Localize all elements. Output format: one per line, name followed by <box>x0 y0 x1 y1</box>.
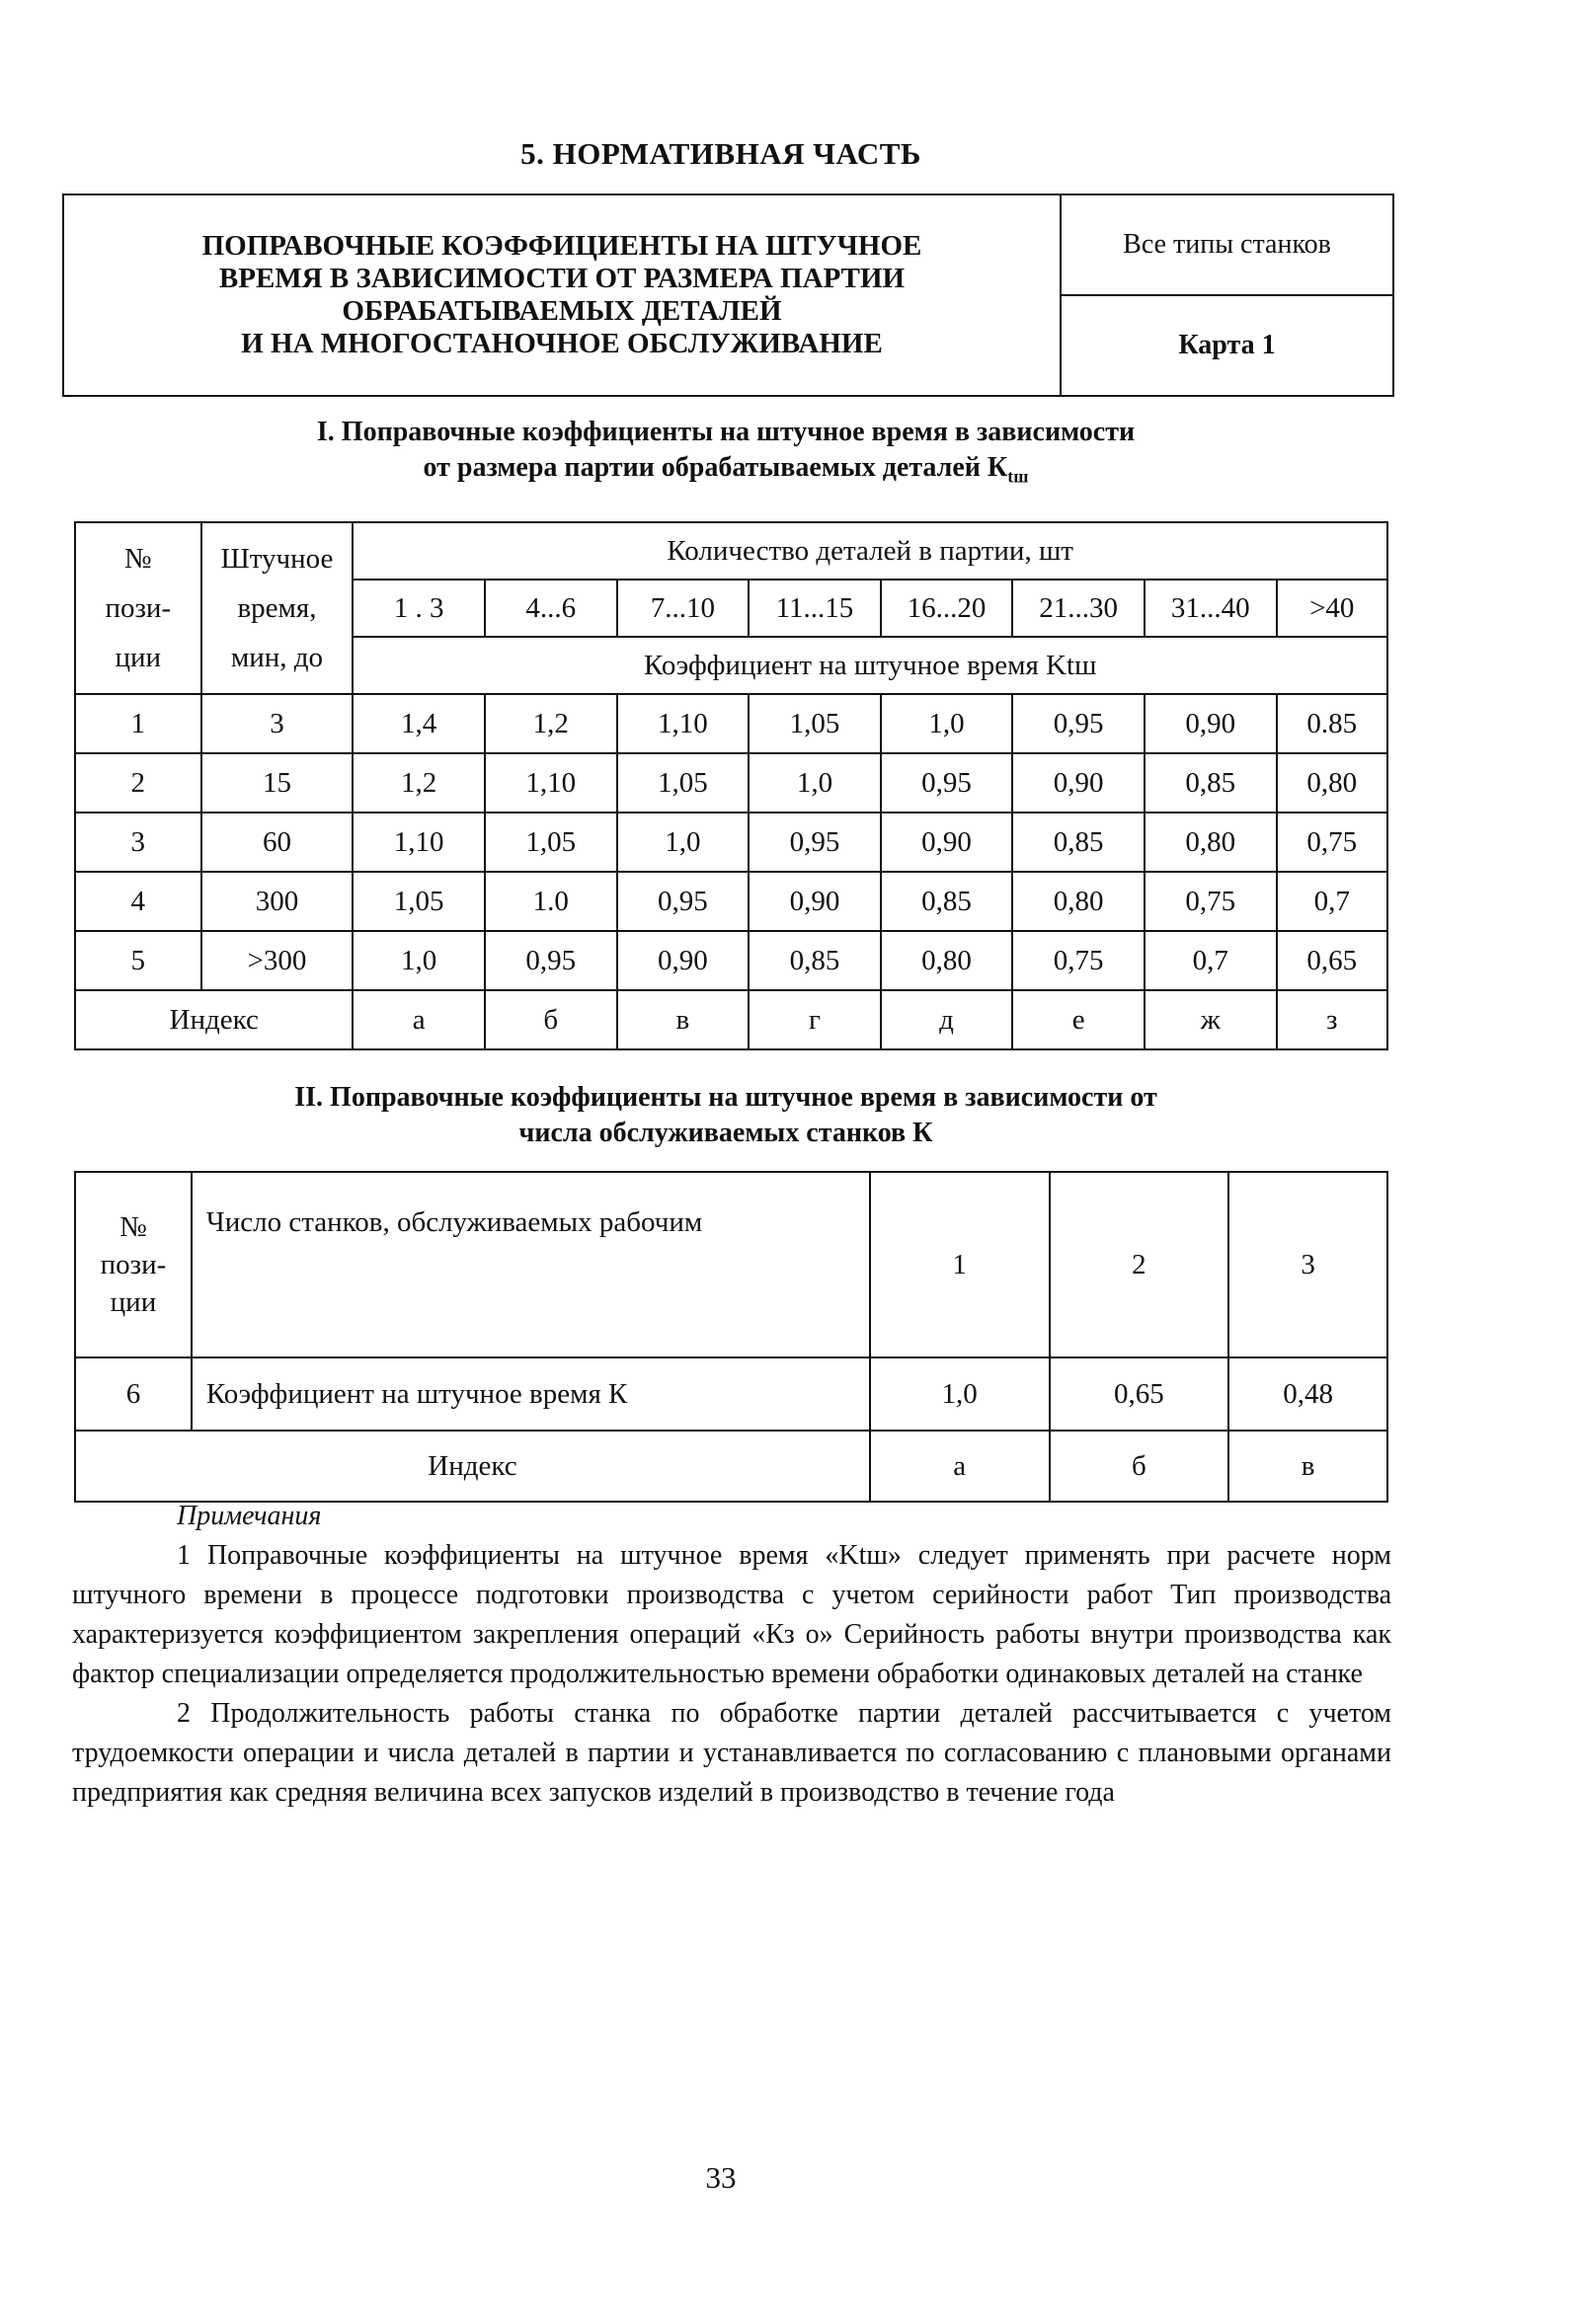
index-value: е <box>1012 990 1145 1049</box>
batch-range-cell: 21...30 <box>1012 580 1145 637</box>
index-value: в <box>1228 1431 1387 1502</box>
section-title: 5. НОРМАТИВНАЯ ЧАСТЬ <box>520 136 921 171</box>
row-position: 2 <box>75 753 201 813</box>
coefficient-cell: 0,85 <box>749 931 881 990</box>
index-value: б <box>485 990 617 1049</box>
index-value: д <box>881 990 1013 1049</box>
coefficient-cell: 0,85 <box>881 872 1013 931</box>
batch-range-cell: 1 . 3 <box>353 580 485 637</box>
coefficient-cell: 0,90 <box>1145 694 1277 753</box>
table-body <box>75 694 1387 990</box>
section2-heading <box>0 1080 1452 1151</box>
index-label: Индекс <box>75 1431 870 1502</box>
index-label: Индекс <box>75 990 353 1049</box>
notes <box>72 1497 1391 1813</box>
index-value: з <box>1277 990 1387 1049</box>
section1-heading <box>0 415 1452 495</box>
machine-count-1: 1 <box>870 1172 1050 1357</box>
coefficient-cell: 1,0 <box>353 931 485 990</box>
row-time: >300 <box>201 931 354 990</box>
index-value: ж <box>1145 990 1277 1049</box>
coefficient-cell: 1,10 <box>485 753 617 813</box>
header-machines: Число станков, обслуживаемых рабочим <box>192 1172 870 1357</box>
coefficient-cell: 1,0 <box>749 753 881 813</box>
coefficient-cell: 0.85 <box>1277 694 1387 753</box>
table-row <box>75 813 1387 872</box>
coefficient-cell: 1,05 <box>353 872 485 931</box>
subscript-tsh: tш <box>1007 466 1029 487</box>
index-value: б <box>1050 1431 1229 1502</box>
coefficient-cell: 0,75 <box>1012 931 1145 990</box>
batch-size-coefficient-table <box>74 521 1388 1050</box>
row-position: 6 <box>75 1357 192 1431</box>
notes-caption: Примечания <box>177 1501 322 1531</box>
coefficient-cell: 0,95 <box>1012 694 1145 753</box>
card-header <box>62 194 1394 397</box>
batch-range-cell: 7...10 <box>617 580 750 637</box>
machine-types: Все типы станков <box>1062 195 1392 296</box>
row-time: 3 <box>201 694 354 753</box>
header-time: Штучное время, мин, до <box>201 522 354 694</box>
coefficient-cell: 1,0 <box>881 694 1013 753</box>
coefficient-cell: 1,05 <box>617 753 750 813</box>
coefficient-cell: 0,7 <box>1277 872 1387 931</box>
row-position: 3 <box>75 813 201 872</box>
coefficient-cell: 0,90 <box>749 872 881 931</box>
coefficient-cell: 1,4 <box>353 694 485 753</box>
coefficient-cell: 0,90 <box>1012 753 1145 813</box>
coefficient-cell: 0,80 <box>1277 753 1387 813</box>
card-info <box>1062 195 1392 395</box>
note-2: 2 Продолжительность работы станка по обработке партии деталей рассчитывается с учетом трудоемкости операции и числа деталей в партии и устанавливается по согласованию с плановыми органами предприятия как средняя величина всех запусков изделий в производство в течение года <box>72 1698 1391 1808</box>
batch-range-cell: 4...6 <box>485 580 617 637</box>
coefficient-cell: 0,90 <box>617 931 750 990</box>
index-value: а <box>353 990 485 1049</box>
batch-range-cell: >40 <box>1277 580 1387 637</box>
section2-heading-line1: II. Поправочные коэффициенты на штучное время в зависимости от <box>294 1082 1157 1113</box>
header-position: № пози- ции <box>75 522 201 694</box>
coefficient-cell: 0,80 <box>881 931 1013 990</box>
row-time: 300 <box>201 872 354 931</box>
section1-heading-line2: от размера партии обрабатываемых деталей $К_{tш}$ <box>423 452 1029 487</box>
table-row <box>75 694 1387 753</box>
coefficient-cell: 1,10 <box>353 813 485 872</box>
coefficient-cell: 0,7 <box>1145 931 1277 990</box>
index-value: г <box>749 990 881 1049</box>
coefficient-cell: 0,85 <box>1145 753 1277 813</box>
batch-range-cell: 16...20 <box>881 580 1013 637</box>
row-value-3: 0,48 <box>1228 1357 1387 1431</box>
table-row <box>75 931 1387 990</box>
coefficient-cell: 1,10 <box>617 694 750 753</box>
coefficient-cell: 0,95 <box>485 931 617 990</box>
row-value-1: 1,0 <box>870 1357 1050 1431</box>
row-position: 4 <box>75 872 201 931</box>
coefficient-cell: 1,2 <box>485 694 617 753</box>
batch-range-cell: 11...15 <box>749 580 881 637</box>
note-1: 1 Поправочные коэффициенты на штучное время «Ktш» следует применять при расчете норм штучного времени в процессе подготовки производства с учетом серийности работ Тип производства характеризуется коэффициентом закрепления операций «Кз о» Серийность работы внутри производства как фактор специализации определяется продолжительностью времени обработки одинаковых деталей на станке <box>72 1540 1391 1689</box>
header-position: № пози- ции <box>75 1172 192 1357</box>
row-position: 5 <box>75 931 201 990</box>
coefficient-cell: 0,65 <box>1277 931 1387 990</box>
index-value: в <box>617 990 750 1049</box>
header-quantity: Количество деталей в партии, шт <box>353 522 1387 580</box>
table-row <box>75 753 1387 813</box>
coefficient-cell: 0,95 <box>749 813 881 872</box>
page-number: 33 <box>705 2160 737 2195</box>
coefficient-cell: 0,95 <box>881 753 1013 813</box>
index-row <box>75 990 1387 1049</box>
coefficient-cell: 0,80 <box>1145 813 1277 872</box>
index-row <box>75 1431 1387 1502</box>
section2-heading-line2: числа обслуживаемых станков К <box>518 1118 933 1148</box>
machine-count-coefficient-table <box>74 1171 1388 1503</box>
row-position: 1 <box>75 694 201 753</box>
table-row <box>75 872 1387 931</box>
coefficient-cell: 0,85 <box>1012 813 1145 872</box>
coefficient-cell: 0,80 <box>1012 872 1145 931</box>
machine-count-2: 2 <box>1050 1172 1229 1357</box>
coefficient-cell: 1.0 <box>485 872 617 931</box>
card-number: Карта 1 <box>1178 330 1276 360</box>
machine-count-3: 3 <box>1228 1172 1387 1357</box>
coefficient-cell: 1,05 <box>485 813 617 872</box>
row-time: 15 <box>201 753 354 813</box>
row-value-2: 0,65 <box>1050 1357 1229 1431</box>
coefficient-cell: 0,75 <box>1277 813 1387 872</box>
coefficient-cell: 1,0 <box>617 813 750 872</box>
coefficient-cell: 0,75 <box>1145 872 1277 931</box>
row-time: 60 <box>201 813 354 872</box>
section1-heading-line1: I. Поправочные коэффициенты на штучное время в зависимости <box>316 417 1136 447</box>
card-title: ПОПРАВОЧНЫЕ КОЭФФИЦИЕНТЫ НА ШТУЧНОЕ ВРЕМЯ В ЗАВИСИМОСТИ ОТ РАЗМЕРА ПАРТИИ ОБРАБАТЫВАЕМЫХ ДЕТАЛЕЙ И НА МНОГОСТАНОЧНОЕ ОБСЛУЖИВАНИЕ <box>64 195 1062 395</box>
batch-range-cell: 31...40 <box>1145 580 1277 637</box>
header-coefficient: Коэффициент на штучное время Ktш <box>353 637 1387 694</box>
row-label: Коэффициент на штучное время К <box>192 1357 870 1431</box>
coefficient-cell: 0,90 <box>881 813 1013 872</box>
coefficient-cell: 1,2 <box>353 753 485 813</box>
coefficient-cell: 0,95 <box>617 872 750 931</box>
index-value: а <box>870 1431 1050 1502</box>
table-row <box>75 1357 1387 1431</box>
coefficient-cell: 1,05 <box>749 694 881 753</box>
table-row <box>75 1172 1387 1357</box>
